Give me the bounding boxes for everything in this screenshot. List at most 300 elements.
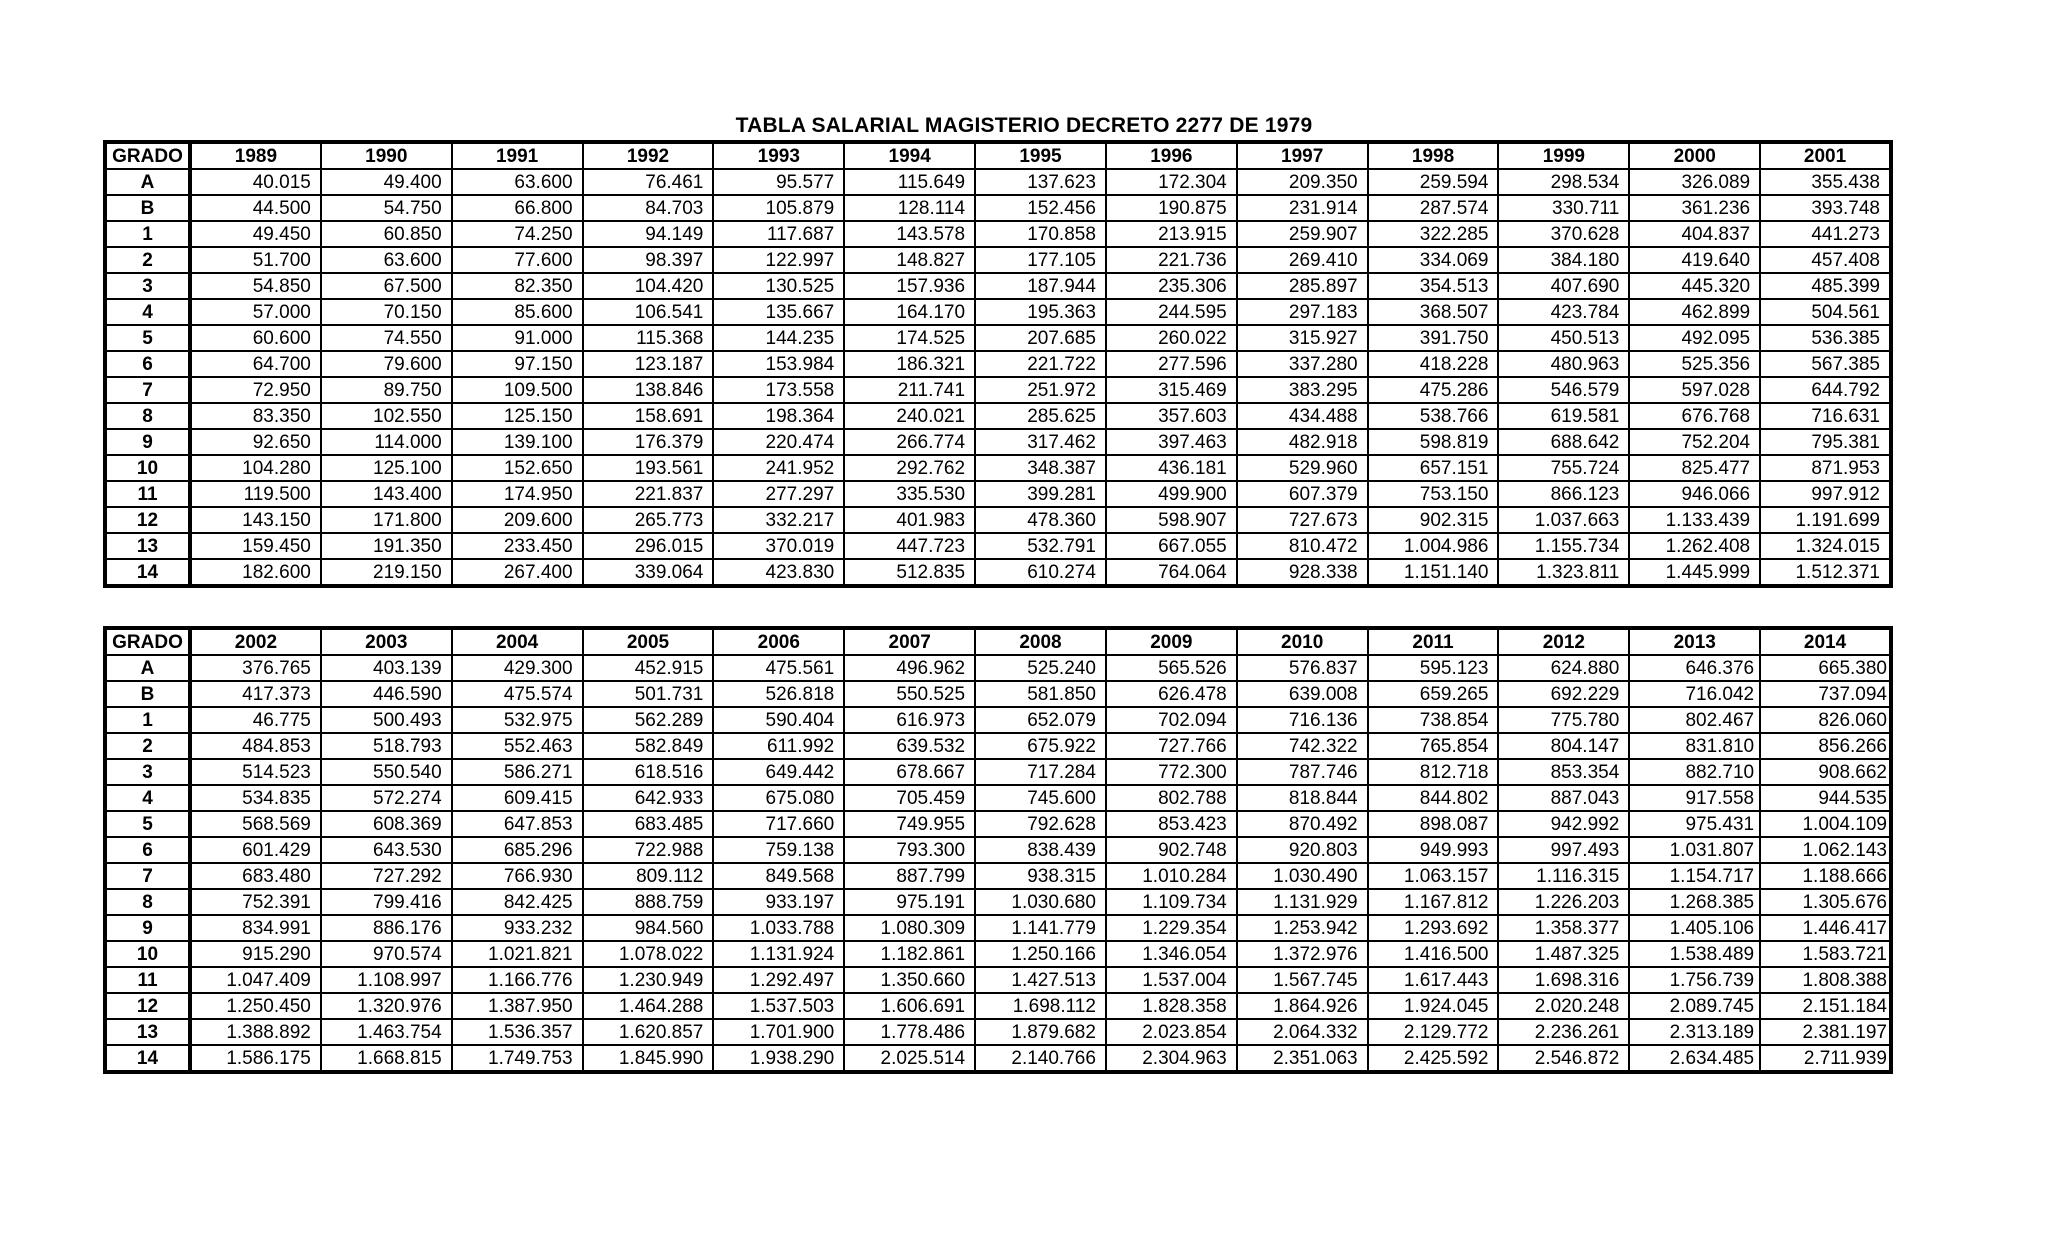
salary-value-cell: 143.400 xyxy=(321,481,452,507)
salary-value-cell: 441.273 xyxy=(1760,221,1891,247)
salary-value-cell: 277.596 xyxy=(1106,351,1237,377)
salary-value-cell: 79.600 xyxy=(321,351,452,377)
grade-cell: B xyxy=(105,195,190,221)
salary-value-cell: 1.828.358 xyxy=(1106,993,1237,1019)
salary-value-cell: 403.139 xyxy=(321,655,452,681)
salary-value-cell: 259.907 xyxy=(1237,221,1368,247)
salary-value-cell: 565.526 xyxy=(1106,655,1237,681)
year-header: 1994 xyxy=(844,142,975,169)
salary-value-cell: 85.600 xyxy=(452,299,583,325)
salary-value-cell: 1.698.316 xyxy=(1498,967,1629,993)
salary-value-cell: 159.450 xyxy=(190,533,321,559)
salary-value-cell: 143.578 xyxy=(844,221,975,247)
salary-value-cell: 997.493 xyxy=(1498,837,1629,863)
salary-value-cell: 125.150 xyxy=(452,403,583,429)
salary-value-cell: 500.493 xyxy=(321,707,452,733)
salary-value-cell: 317.462 xyxy=(975,429,1106,455)
year-header: 2010 xyxy=(1237,628,1368,655)
salary-value-cell: 997.912 xyxy=(1760,481,1891,507)
table-row xyxy=(105,941,1891,967)
salary-value-cell: 870.492 xyxy=(1237,811,1368,837)
salary-value-cell: 174.950 xyxy=(452,481,583,507)
year-header: 2003 xyxy=(321,628,452,655)
salary-value-cell: 292.762 xyxy=(844,455,975,481)
salary-value-cell: 404.837 xyxy=(1629,221,1760,247)
salary-value-cell: 514.523 xyxy=(190,759,321,785)
grade-cell: 4 xyxy=(105,785,190,811)
salary-value-cell: 368.507 xyxy=(1368,299,1499,325)
salary-value-cell: 370.019 xyxy=(713,533,844,559)
grade-cell: 6 xyxy=(105,351,190,377)
salary-value-cell: 1.537.503 xyxy=(713,993,844,1019)
salary-value-cell: 105.879 xyxy=(713,195,844,221)
salary-value-cell: 844.802 xyxy=(1368,785,1499,811)
salary-value-cell: 504.561 xyxy=(1760,299,1891,325)
salary-value-cell: 76.461 xyxy=(583,169,714,195)
salary-value-cell: 1.620.857 xyxy=(583,1019,714,1045)
grade-cell: 1 xyxy=(105,221,190,247)
salary-value-cell: 357.603 xyxy=(1106,403,1237,429)
salary-value-cell: 597.028 xyxy=(1629,377,1760,403)
salary-value-cell: 70.150 xyxy=(321,299,452,325)
salary-value-cell: 902.315 xyxy=(1368,507,1499,533)
salary-value-cell: 722.988 xyxy=(583,837,714,863)
salary-value-cell: 137.623 xyxy=(975,169,1106,195)
salary-value-cell: 675.080 xyxy=(713,785,844,811)
salary-value-cell: 423.784 xyxy=(1498,299,1629,325)
salary-value-cell: 153.984 xyxy=(713,351,844,377)
salary-value-cell: 1.938.290 xyxy=(713,1045,844,1072)
salary-value-cell: 887.043 xyxy=(1498,785,1629,811)
salary-value-cell: 1.191.699 xyxy=(1760,507,1891,533)
salary-value-cell: 581.850 xyxy=(975,681,1106,707)
salary-value-cell: 607.379 xyxy=(1237,481,1368,507)
salary-value-cell: 92.650 xyxy=(190,429,321,455)
salary-value-cell: 572.274 xyxy=(321,785,452,811)
salary-value-cell: 871.953 xyxy=(1760,455,1891,481)
salary-value-cell: 330.711 xyxy=(1498,195,1629,221)
grade-cell: 13 xyxy=(105,533,190,559)
salary-value-cell: 72.950 xyxy=(190,377,321,403)
salary-value-cell: 1.109.734 xyxy=(1106,889,1237,915)
salary-value-cell: 1.262.408 xyxy=(1629,533,1760,559)
salary-value-cell: 611.992 xyxy=(713,733,844,759)
salary-value-cell: 174.525 xyxy=(844,325,975,351)
salary-value-cell: 716.631 xyxy=(1760,403,1891,429)
salary-value-cell: 339.064 xyxy=(583,559,714,586)
salary-value-cell: 49.450 xyxy=(190,221,321,247)
salary-value-cell: 94.149 xyxy=(583,221,714,247)
table-row xyxy=(105,863,1891,889)
salary-value-cell: 117.687 xyxy=(713,221,844,247)
salary-value-cell: 1.253.942 xyxy=(1237,915,1368,941)
salary-value-cell: 915.290 xyxy=(190,941,321,967)
salary-value-cell: 499.900 xyxy=(1106,481,1237,507)
table-row xyxy=(105,707,1891,733)
salary-value-cell: 54.750 xyxy=(321,195,452,221)
grade-cell: 14 xyxy=(105,1045,190,1072)
salary-value-cell: 51.700 xyxy=(190,247,321,273)
salary-value-cell: 727.673 xyxy=(1237,507,1368,533)
salary-value-cell: 667.055 xyxy=(1106,533,1237,559)
page-title: TABLA SALARIAL MAGISTERIO DECRETO 2277 DE 1979 xyxy=(735,114,1313,137)
salary-value-cell: 888.759 xyxy=(583,889,714,915)
salary-value-cell: 401.983 xyxy=(844,507,975,533)
salary-value-cell: 63.600 xyxy=(321,247,452,273)
grade-cell: 1 xyxy=(105,707,190,733)
salary-value-cell: 221.837 xyxy=(583,481,714,507)
salary-value-cell: 1.166.776 xyxy=(452,967,583,993)
salary-value-cell: 1.464.288 xyxy=(583,993,714,1019)
salary-value-cell: 610.274 xyxy=(975,559,1106,586)
grade-cell: 4 xyxy=(105,299,190,325)
salary-value-cell: 1.188.666 xyxy=(1760,863,1891,889)
year-header: 2002 xyxy=(190,628,321,655)
table-row xyxy=(105,837,1891,863)
salary-value-cell: 787.746 xyxy=(1237,759,1368,785)
salary-value-cell: 534.835 xyxy=(190,785,321,811)
salary-value-cell: 853.423 xyxy=(1106,811,1237,837)
salary-value-cell: 550.525 xyxy=(844,681,975,707)
salary-value-cell: 298.534 xyxy=(1498,169,1629,195)
header-row xyxy=(105,142,1891,169)
salary-value-cell: 1.078.022 xyxy=(583,941,714,967)
year-header: 1995 xyxy=(975,142,1106,169)
salary-value-cell: 831.810 xyxy=(1629,733,1760,759)
salary-value-cell: 525.356 xyxy=(1629,351,1760,377)
salary-value-cell: 244.595 xyxy=(1106,299,1237,325)
salary-value-cell: 775.780 xyxy=(1498,707,1629,733)
salary-value-cell: 752.391 xyxy=(190,889,321,915)
table-row xyxy=(105,221,1891,247)
salary-value-cell: 944.535 xyxy=(1760,785,1891,811)
salary-value-cell: 484.853 xyxy=(190,733,321,759)
salary-value-cell: 616.973 xyxy=(844,707,975,733)
salary-value-cell: 423.830 xyxy=(713,559,844,586)
salary-value-cell: 354.513 xyxy=(1368,273,1499,299)
salary-value-cell: 2.304.963 xyxy=(1106,1045,1237,1072)
salary-value-cell: 337.280 xyxy=(1237,351,1368,377)
year-header: 1991 xyxy=(452,142,583,169)
salary-value-cell: 115.649 xyxy=(844,169,975,195)
salary-value-cell: 742.322 xyxy=(1237,733,1368,759)
salary-value-cell: 1.778.486 xyxy=(844,1019,975,1045)
salary-value-cell: 639.008 xyxy=(1237,681,1368,707)
salary-value-cell: 772.300 xyxy=(1106,759,1237,785)
table-row xyxy=(105,273,1891,299)
salary-value-cell: 1.031.807 xyxy=(1629,837,1760,863)
salary-value-cell: 104.280 xyxy=(190,455,321,481)
salary-value-cell: 393.748 xyxy=(1760,195,1891,221)
table-row xyxy=(105,351,1891,377)
salary-value-cell: 1.151.140 xyxy=(1368,559,1499,586)
salary-value-cell: 825.477 xyxy=(1629,455,1760,481)
salary-value-cell: 1.346.054 xyxy=(1106,941,1237,967)
salary-value-cell: 315.927 xyxy=(1237,325,1368,351)
salary-value-cell: 1.229.354 xyxy=(1106,915,1237,941)
salary-value-cell: 478.360 xyxy=(975,507,1106,533)
salary-value-cell: 1.305.676 xyxy=(1760,889,1891,915)
salary-value-cell: 54.850 xyxy=(190,273,321,299)
grade-cell: B xyxy=(105,681,190,707)
salary-value-cell: 657.151 xyxy=(1368,455,1499,481)
table-row xyxy=(105,1019,1891,1045)
salary-value-cell: 818.844 xyxy=(1237,785,1368,811)
table-row xyxy=(105,785,1891,811)
table-row xyxy=(105,733,1891,759)
salary-value-cell: 2.140.766 xyxy=(975,1045,1106,1072)
year-header: 1996 xyxy=(1106,142,1237,169)
salary-value-cell: 1.372.976 xyxy=(1237,941,1368,967)
salary-value-cell: 49.400 xyxy=(321,169,452,195)
salary-value-cell: 1.427.513 xyxy=(975,967,1106,993)
salary-value-cell: 450.513 xyxy=(1498,325,1629,351)
salary-value-cell: 322.285 xyxy=(1368,221,1499,247)
salary-value-cell: 1.030.680 xyxy=(975,889,1106,915)
salary-value-cell: 383.295 xyxy=(1237,377,1368,403)
salary-value-cell: 1.845.990 xyxy=(583,1045,714,1072)
salary-value-cell: 195.363 xyxy=(975,299,1106,325)
salary-value-cell: 887.799 xyxy=(844,863,975,889)
salary-value-cell: 752.204 xyxy=(1629,429,1760,455)
salary-value-cell: 376.765 xyxy=(190,655,321,681)
salary-value-cell: 812.718 xyxy=(1368,759,1499,785)
salary-value-cell: 84.703 xyxy=(583,195,714,221)
salary-value-cell: 766.930 xyxy=(452,863,583,889)
salary-value-cell: 144.235 xyxy=(713,325,844,351)
salary-value-cell: 546.579 xyxy=(1498,377,1629,403)
salary-value-cell: 642.933 xyxy=(583,785,714,811)
salary-value-cell: 838.439 xyxy=(975,837,1106,863)
salary-value-cell: 77.600 xyxy=(452,247,583,273)
salary-value-cell: 173.558 xyxy=(713,377,844,403)
table-row xyxy=(105,967,1891,993)
salary-value-cell: 601.429 xyxy=(190,837,321,863)
salary-value-cell: 399.281 xyxy=(975,481,1106,507)
salary-value-cell: 187.944 xyxy=(975,273,1106,299)
salary-value-cell: 727.766 xyxy=(1106,733,1237,759)
grade-column-header: GRADO xyxy=(105,142,190,169)
salary-value-cell: 659.265 xyxy=(1368,681,1499,707)
year-header: 1990 xyxy=(321,142,452,169)
salary-value-cell: 2.151.184 xyxy=(1760,993,1891,1019)
salary-table-1989-2001 xyxy=(103,140,1893,588)
salary-value-cell: 1.701.900 xyxy=(713,1019,844,1045)
salary-value-cell: 1.030.490 xyxy=(1237,863,1368,889)
salary-value-cell: 2.381.197 xyxy=(1760,1019,1891,1045)
salary-value-cell: 550.540 xyxy=(321,759,452,785)
salary-value-cell: 2.129.772 xyxy=(1368,1019,1499,1045)
salary-value-cell: 624.880 xyxy=(1498,655,1629,681)
grade-cell: 8 xyxy=(105,889,190,915)
salary-value-cell: 1.864.926 xyxy=(1237,993,1368,1019)
salary-value-cell: 1.226.203 xyxy=(1498,889,1629,915)
salary-value-cell: 532.791 xyxy=(975,533,1106,559)
salary-value-cell: 853.354 xyxy=(1498,759,1629,785)
salary-value-cell: 646.376 xyxy=(1629,655,1760,681)
grade-cell: 2 xyxy=(105,733,190,759)
salary-value-cell: 2.025.514 xyxy=(844,1045,975,1072)
salary-value-cell: 928.338 xyxy=(1237,559,1368,586)
year-header: 2004 xyxy=(452,628,583,655)
salary-value-cell: 1.387.950 xyxy=(452,993,583,1019)
salary-value-cell: 717.660 xyxy=(713,811,844,837)
salary-value-cell: 114.000 xyxy=(321,429,452,455)
salary-value-cell: 795.381 xyxy=(1760,429,1891,455)
salary-value-cell: 370.628 xyxy=(1498,221,1629,247)
grade-cell: 3 xyxy=(105,273,190,299)
salary-value-cell: 576.837 xyxy=(1237,655,1368,681)
salary-value-cell: 462.899 xyxy=(1629,299,1760,325)
salary-value-cell: 619.581 xyxy=(1498,403,1629,429)
table-row xyxy=(105,1045,1891,1072)
salary-value-cell: 172.304 xyxy=(1106,169,1237,195)
grade-cell: 13 xyxy=(105,1019,190,1045)
salary-value-cell: 649.442 xyxy=(713,759,844,785)
salary-value-cell: 582.849 xyxy=(583,733,714,759)
salary-value-cell: 123.187 xyxy=(583,351,714,377)
salary-value-cell: 716.042 xyxy=(1629,681,1760,707)
salary-value-cell: 834.991 xyxy=(190,915,321,941)
grade-cell: 10 xyxy=(105,941,190,967)
salary-value-cell: 938.315 xyxy=(975,863,1106,889)
salary-value-cell: 334.069 xyxy=(1368,247,1499,273)
table-row xyxy=(105,403,1891,429)
salary-value-cell: 89.750 xyxy=(321,377,452,403)
salary-value-cell: 2.711.939 xyxy=(1760,1045,1891,1072)
table-row xyxy=(105,811,1891,837)
table-row xyxy=(105,993,1891,1019)
salary-value-cell: 1.182.861 xyxy=(844,941,975,967)
salary-value-cell: 447.723 xyxy=(844,533,975,559)
grade-cell: 7 xyxy=(105,377,190,403)
salary-value-cell: 138.846 xyxy=(583,377,714,403)
salary-value-cell: 186.321 xyxy=(844,351,975,377)
salary-value-cell: 802.467 xyxy=(1629,707,1760,733)
table-row xyxy=(105,481,1891,507)
salary-value-cell: 1.538.489 xyxy=(1629,941,1760,967)
salary-value-cell: 128.114 xyxy=(844,195,975,221)
salary-value-cell: 265.773 xyxy=(583,507,714,533)
salary-value-cell: 231.914 xyxy=(1237,195,1368,221)
salary-value-cell: 457.408 xyxy=(1760,247,1891,273)
salary-value-cell: 826.060 xyxy=(1760,707,1891,733)
salary-value-cell: 434.488 xyxy=(1237,403,1368,429)
salary-value-cell: 608.369 xyxy=(321,811,452,837)
year-header: 2001 xyxy=(1760,142,1891,169)
salary-value-cell: 1.320.976 xyxy=(321,993,452,1019)
table-row xyxy=(105,889,1891,915)
year-header: 2012 xyxy=(1498,628,1629,655)
grade-column-header: GRADO xyxy=(105,628,190,655)
salary-value-cell: 643.530 xyxy=(321,837,452,863)
salary-value-cell: 1.154.717 xyxy=(1629,863,1760,889)
salary-value-cell: 984.560 xyxy=(583,915,714,941)
table-row xyxy=(105,507,1891,533)
salary-value-cell: 1.924.045 xyxy=(1368,993,1499,1019)
salary-value-cell: 1.324.015 xyxy=(1760,533,1891,559)
salary-value-cell: 241.952 xyxy=(713,455,844,481)
salary-value-cell: 975.191 xyxy=(844,889,975,915)
salary-value-cell: 609.415 xyxy=(452,785,583,811)
salary-value-cell: 482.918 xyxy=(1237,429,1368,455)
salary-value-cell: 221.722 xyxy=(975,351,1106,377)
salary-value-cell: 2.023.854 xyxy=(1106,1019,1237,1045)
table-row xyxy=(105,759,1891,785)
salary-value-cell: 678.667 xyxy=(844,759,975,785)
salary-value-cell: 1.141.779 xyxy=(975,915,1106,941)
salary-value-cell: 586.271 xyxy=(452,759,583,785)
salary-value-cell: 158.691 xyxy=(583,403,714,429)
year-header: 1992 xyxy=(583,142,714,169)
salary-value-cell: 866.123 xyxy=(1498,481,1629,507)
salary-value-cell: 335.530 xyxy=(844,481,975,507)
salary-value-cell: 2.064.332 xyxy=(1237,1019,1368,1045)
salary-value-cell: 285.897 xyxy=(1237,273,1368,299)
salary-value-cell: 418.228 xyxy=(1368,351,1499,377)
salary-value-cell: 267.400 xyxy=(452,559,583,586)
salary-value-cell: 361.236 xyxy=(1629,195,1760,221)
salary-value-cell: 63.600 xyxy=(452,169,583,195)
salary-value-cell: 802.788 xyxy=(1106,785,1237,811)
grade-cell: 5 xyxy=(105,811,190,837)
salary-value-cell: 764.064 xyxy=(1106,559,1237,586)
salary-value-cell: 920.803 xyxy=(1237,837,1368,863)
grade-cell: 3 xyxy=(105,759,190,785)
salary-value-cell: 297.183 xyxy=(1237,299,1368,325)
salary-value-cell: 115.368 xyxy=(583,325,714,351)
salary-value-cell: 942.992 xyxy=(1498,811,1629,837)
salary-value-cell: 109.500 xyxy=(452,377,583,403)
salary-value-cell: 332.217 xyxy=(713,507,844,533)
salary-value-cell: 810.472 xyxy=(1237,533,1368,559)
year-header: 2014 xyxy=(1760,628,1891,655)
salary-value-cell: 692.229 xyxy=(1498,681,1629,707)
salary-value-cell: 1.131.929 xyxy=(1237,889,1368,915)
salary-value-cell: 235.306 xyxy=(1106,273,1237,299)
salary-value-cell: 652.079 xyxy=(975,707,1106,733)
salary-value-cell: 946.066 xyxy=(1629,481,1760,507)
salary-value-cell: 269.410 xyxy=(1237,247,1368,273)
salary-value-cell: 152.456 xyxy=(975,195,1106,221)
salary-value-cell: 1.358.377 xyxy=(1498,915,1629,941)
salary-value-cell: 1.047.409 xyxy=(190,967,321,993)
grade-cell: 6 xyxy=(105,837,190,863)
salary-value-cell: 260.022 xyxy=(1106,325,1237,351)
salary-value-cell: 1.167.812 xyxy=(1368,889,1499,915)
salary-value-cell: 1.416.500 xyxy=(1368,941,1499,967)
salary-value-cell: 130.525 xyxy=(713,273,844,299)
salary-value-cell: 639.532 xyxy=(844,733,975,759)
salary-value-cell: 46.775 xyxy=(190,707,321,733)
salary-value-cell: 933.232 xyxy=(452,915,583,941)
salary-value-cell: 148.827 xyxy=(844,247,975,273)
table-row xyxy=(105,169,1891,195)
year-header: 2007 xyxy=(844,628,975,655)
salary-value-cell: 407.690 xyxy=(1498,273,1629,299)
grade-cell: A xyxy=(105,169,190,195)
salary-value-cell: 676.768 xyxy=(1629,403,1760,429)
salary-value-cell: 1.586.175 xyxy=(190,1045,321,1072)
salary-value-cell: 240.021 xyxy=(844,403,975,429)
salary-value-cell: 285.625 xyxy=(975,403,1106,429)
salary-value-cell: 209.600 xyxy=(452,507,583,533)
salary-value-cell: 1.037.663 xyxy=(1498,507,1629,533)
salary-value-cell: 198.364 xyxy=(713,403,844,429)
year-header: 2011 xyxy=(1368,628,1499,655)
salary-value-cell: 568.569 xyxy=(190,811,321,837)
grade-cell: 5 xyxy=(105,325,190,351)
